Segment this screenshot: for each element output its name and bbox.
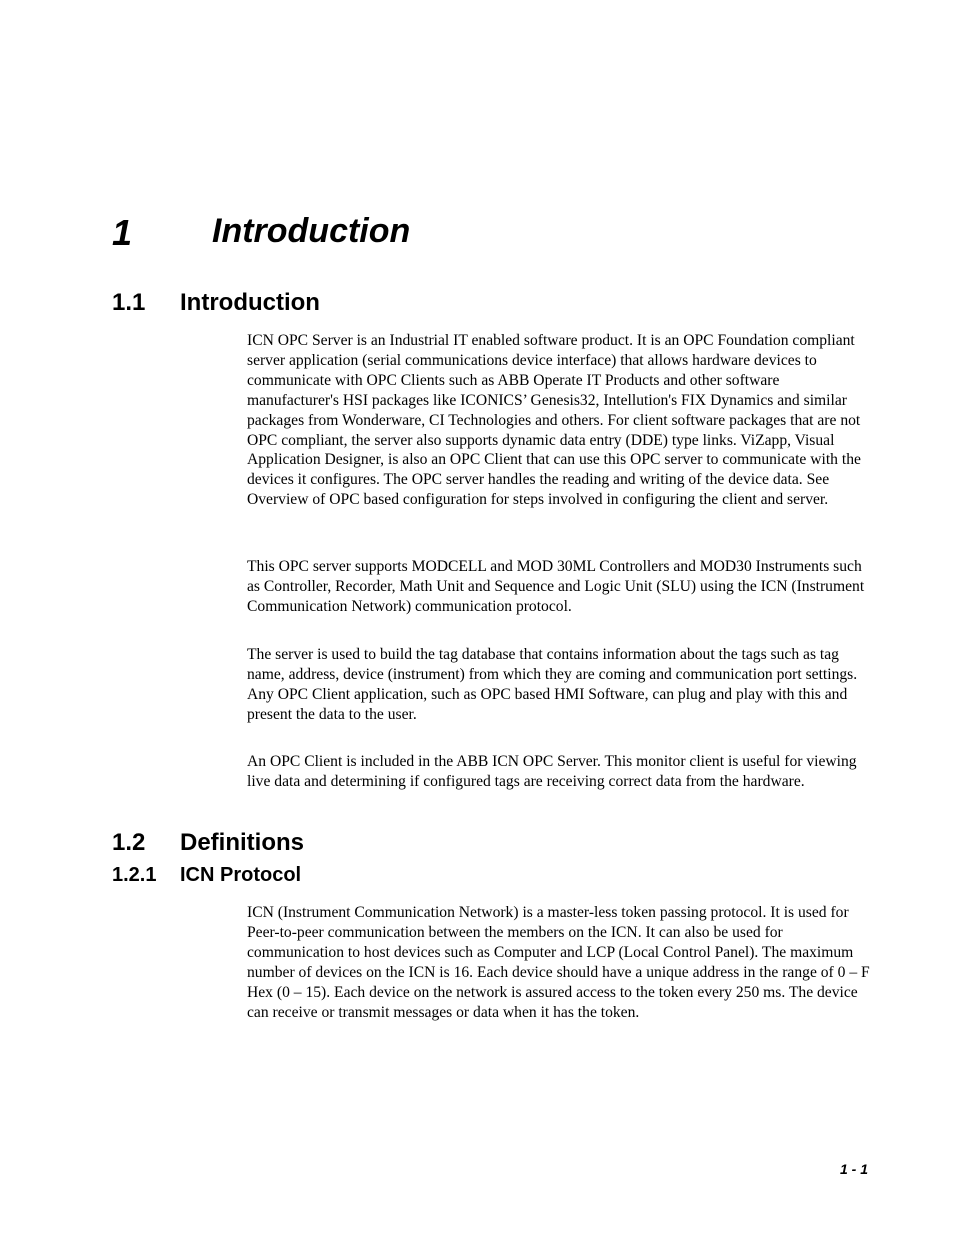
intro-paragraph-4: An OPC Client is included in the ABB ICN OPC Server. This monitor client is useful for viewing live data and determining if configured tags are receiving correct data from the hardware. (247, 753, 857, 790)
section-number: 1.1 (112, 289, 146, 316)
section-number: 1.2 (112, 829, 146, 856)
section-heading-1-2 (112, 828, 304, 858)
icn-protocol-paragraph: ICN (Instrument Communication Network) is a master-less token passing protocol. It is used for Peer-to-peer communication between the members on the ICN. It can also be used for communication to host devices such as Computer and LCP (Local Control Panel). The maximum number of devices on the ICN is 16. Each device should have a unique address in the range of 0 – F Hex (0 – 15). Each device on the network is assured access to the token every 250 ms. The device can receive or transmit messages or data when it has the token. (247, 904, 870, 1021)
section-heading-1-2-1 (112, 862, 301, 888)
intro-paragraph-2: This OPC server supports MODCELL and MOD 30ML Controllers and MOD30 Instruments such as Controller, Recorder, Math Unit and Sequence and Logic Unit (SLU) using the ICN (Instrument Communication Network) communication protocol. (247, 558, 865, 615)
section-title: ICN Protocol (180, 864, 302, 886)
section-title: Introduction (180, 289, 320, 316)
intro-paragraph-1: ICN OPC Server is an Industrial IT enabled software product. It is an OPC Foundation compliant server application (serial communications device interface) that allows hardware devices to communicate with OPC Clients such as ABB Operate IT Products and other software manufacturer's HSI packages like ICONICS’ Genesis32, Intellution's FIX Dynamics and similar packages from Wonderware, CI Technologies and others. For client software packages that are not OPC compliant, the server also supports dynamic data entry (DDE) type links. ViZapp, Visual Application Designer, is also an OPC Client that can use this OPC server to communicate with the devices it configures. The OPC server handles the reading and writing of the device data. See Overview of OPC based configuration for steps involved in configuring the client and server. (247, 332, 861, 509)
section-heading-1-1 (112, 288, 320, 318)
page-number: 1 - 1 (839, 1161, 868, 1177)
chapter-title: Introduction (212, 212, 411, 250)
section-title: Definitions (180, 829, 304, 856)
chapter-number: 1 (112, 212, 133, 253)
section-number: 1.2.1 (112, 864, 157, 886)
intro-paragraph-3: The server is used to build the tag database that contains information about the tags such as tag name, address, device (instrument) from which they are coming and communication port settings. Any OPC Client application, such as OPC based HMI Software, can plug and play with this and present the data to the user. (247, 646, 858, 723)
